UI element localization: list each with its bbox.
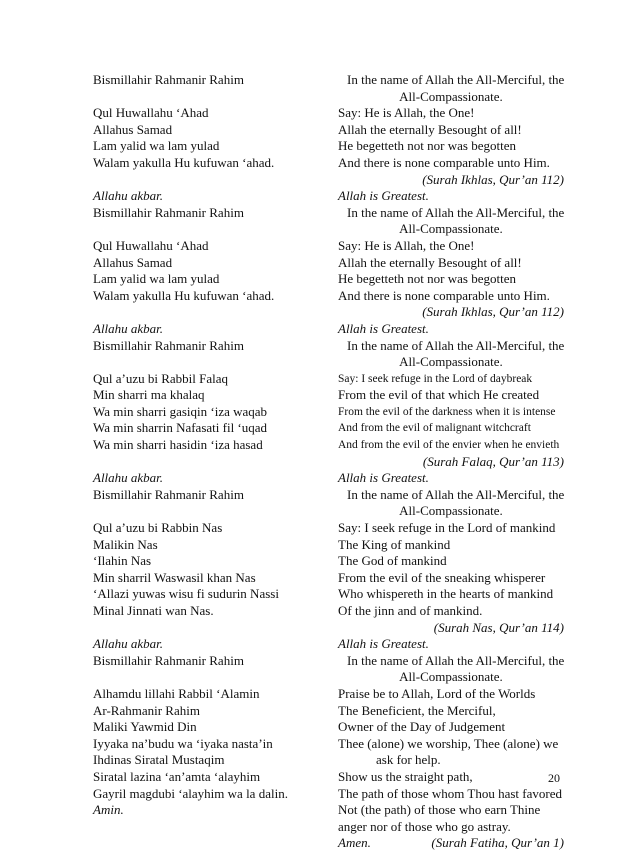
transliteration-line: Maliki Yawmid Din (93, 719, 197, 735)
paragraph-gap (93, 304, 323, 321)
transliteration-line: Amin. (93, 802, 124, 818)
translation-line: Allah the eternally Besought of all! (338, 121, 522, 137)
transliteration-line: Allahu akbar. (93, 470, 164, 486)
transliteration-line: Min sharri ma khalaq (93, 387, 205, 403)
translation-line: In the name of Allah the All-Merciful, the (347, 72, 565, 87)
transliteration-line: Bismillahir Rahmanir Rahim (93, 486, 244, 502)
translation-line: Say: I seek refuge in the Lord of daybreak (338, 372, 533, 385)
translation-line: ask for help. (376, 752, 441, 768)
translation-line: Allah is Greatest. (338, 320, 429, 336)
page-number: 20 (548, 771, 560, 785)
transliteration-line: Lam yalid wa lam yulad (93, 138, 220, 154)
transliteration-line: Bismillahir Rahmanir Rahim (93, 204, 244, 220)
transliteration-line: Malikin Nas (93, 536, 158, 552)
translation-line: Of the jinn and of mankind. (338, 603, 483, 618)
transliteration-line: Siratal lazina ‘an’amta ‘alayhim (93, 768, 261, 784)
translation-line: In the name of Allah the All-Merciful, the (347, 486, 565, 502)
translation-line: anger nor of those who go astray. (338, 818, 511, 834)
transliteration-column (93, 72, 323, 819)
paragraph-gap (93, 620, 323, 637)
translation-line: All-Compassionate. (399, 221, 503, 237)
translation-line: All-Compassionate. (399, 354, 503, 370)
translation-line: All-Compassionate. (399, 88, 503, 104)
transliteration-line: Ihdinas Siratal Mustaqim (93, 752, 225, 768)
paragraph-gap (93, 172, 323, 189)
translation-line: Say: He is Allah, the One! (338, 237, 475, 253)
translation-column (338, 72, 564, 852)
closing-word: Amen. (338, 835, 371, 851)
translation-line: He begetteth not nor was begotten (338, 271, 516, 287)
translation-line: Praise be to Allah, Lord of the Worlds (338, 685, 536, 701)
translation-line: Owner of the Day of Judgement (338, 719, 506, 735)
translation-line: Say: I seek refuge in the Lord of mankind (338, 520, 556, 536)
translation-line: Allah is Greatest. (338, 470, 429, 486)
translation-line: Allah is Greatest. (338, 636, 429, 652)
paragraph-gap (93, 669, 323, 686)
translation-line: The King of mankind (338, 536, 451, 552)
translation-line: Thee (alone) we worship, Thee (alone) we (338, 735, 559, 751)
translation-line: Show us the straight path, (338, 768, 473, 784)
transliteration-line: Bismillahir Rahmanir Rahim (93, 72, 244, 87)
translation-line: Say: He is Allah, the One! (338, 105, 475, 121)
translation-line: All-Compassionate. (399, 669, 503, 685)
translation-line: And from the evil of malignant witchcraft (338, 422, 531, 435)
transliteration-line: Allahu akbar. (93, 320, 164, 336)
transliteration-line: Min sharril Waswasil khan Nas (93, 569, 256, 585)
transliteration-line: Alhamdu lillahi Rabbil ‘Alamin (93, 685, 260, 701)
translation-line: (Surah Ikhlas, Qur’an 112) (422, 304, 564, 320)
paragraph-gap (93, 454, 323, 471)
translation-line: (Surah Falaq, Qur’an 113) (422, 453, 564, 469)
paragraph-gap (93, 89, 323, 106)
translation-line: Allah the eternally Besought of all! (338, 254, 522, 270)
transliteration-line: Bismillahir Rahmanir Rahim (93, 337, 244, 353)
translation-line: In the name of Allah the All-Merciful, the (347, 204, 565, 220)
transliteration-line: Minal Jinnati wan Nas. (93, 603, 214, 618)
translation-line: In the name of Allah the All-Merciful, the (347, 337, 565, 353)
translation-line: In the name of Allah the All-Merciful, the (347, 652, 565, 668)
transliteration-line: Ar-Rahmanir Rahim (93, 702, 200, 718)
translation-line: Allah is Greatest. (338, 188, 429, 204)
translation-line: The path of those whom Thou hast favored (338, 785, 562, 801)
translation-line: From the evil of the sneaking whisperer (338, 569, 546, 585)
translation-line: Who whispereth in the hearts of mankind (338, 586, 554, 602)
transliteration-line: Allahu akbar. (93, 188, 164, 204)
transliteration-line: Wa min sharri gasiqin ‘iza waqab (93, 403, 268, 419)
surah-citation: (Surah Fatiha, Qur’an 1) (431, 835, 564, 851)
transliteration-line: Allahus Samad (93, 121, 173, 137)
transliteration-line: ‘Allazi yuwas wisu fi sudurin Nassi (93, 586, 279, 602)
transliteration-line: Qul a’uzu bi Rabbin Nas (93, 520, 223, 536)
transliteration-line: Walam yakulla Hu kufuwan ‘ahad. (93, 154, 275, 170)
transliteration-line: Wa min sharri hasidin ‘iza hasad (93, 437, 263, 453)
translation-line: Not (the path) of those who earn Thine (338, 802, 541, 818)
paragraph-gap (93, 354, 323, 371)
paragraph-gap (93, 503, 323, 520)
translation-line: (Surah Ikhlas, Qur’an 112) (422, 171, 564, 187)
transliteration-line: Lam yalid wa lam yulad (93, 271, 220, 287)
translation-line: He begetteth not nor was begotten (338, 138, 516, 154)
translation-line: The God of mankind (338, 553, 447, 569)
transliteration-line: Bismillahir Rahmanir Rahim (93, 652, 244, 668)
transliteration-line: Gayril magdubi ‘alayhim wa la dalin. (93, 785, 288, 801)
transliteration-line: Qul Huwallahu ‘Ahad (93, 105, 209, 121)
transliteration-line: Qul a’uzu bi Rabbil Falaq (93, 370, 229, 386)
transliteration-line: Wa min sharrin Nafasati fil ‘uqad (93, 420, 268, 436)
translation-line: And from the evil of the envier when he envieth (338, 439, 560, 452)
closing-line (338, 835, 564, 852)
transliteration-line: Allahus Samad (93, 254, 173, 270)
translation-line: The Beneficient, the Merciful, (338, 702, 496, 718)
transliteration-line: Walam yakulla Hu kufuwan ‘ahad. (93, 287, 275, 303)
translation-line: And there is none comparable unto Him. (338, 287, 550, 303)
translation-line: From the evil of that which He created (338, 387, 540, 403)
transliteration-line: ‘Ilahin Nas (93, 553, 152, 569)
translation-line: All-Compassionate. (399, 503, 503, 519)
transliteration-line: Qul Huwallahu ‘Ahad (93, 237, 209, 253)
translation-line: (Surah Nas, Qur’an 114) (433, 619, 564, 635)
translation-line: And there is none comparable unto Him. (338, 154, 550, 170)
paragraph-gap (93, 221, 323, 238)
transliteration-line: Iyyaka na’budu wa ‘iyaka nasta’in (93, 735, 273, 751)
translation-line: From the evil of the darkness when it is intense (338, 405, 556, 418)
transliteration-line: Allahu akbar. (93, 636, 164, 652)
